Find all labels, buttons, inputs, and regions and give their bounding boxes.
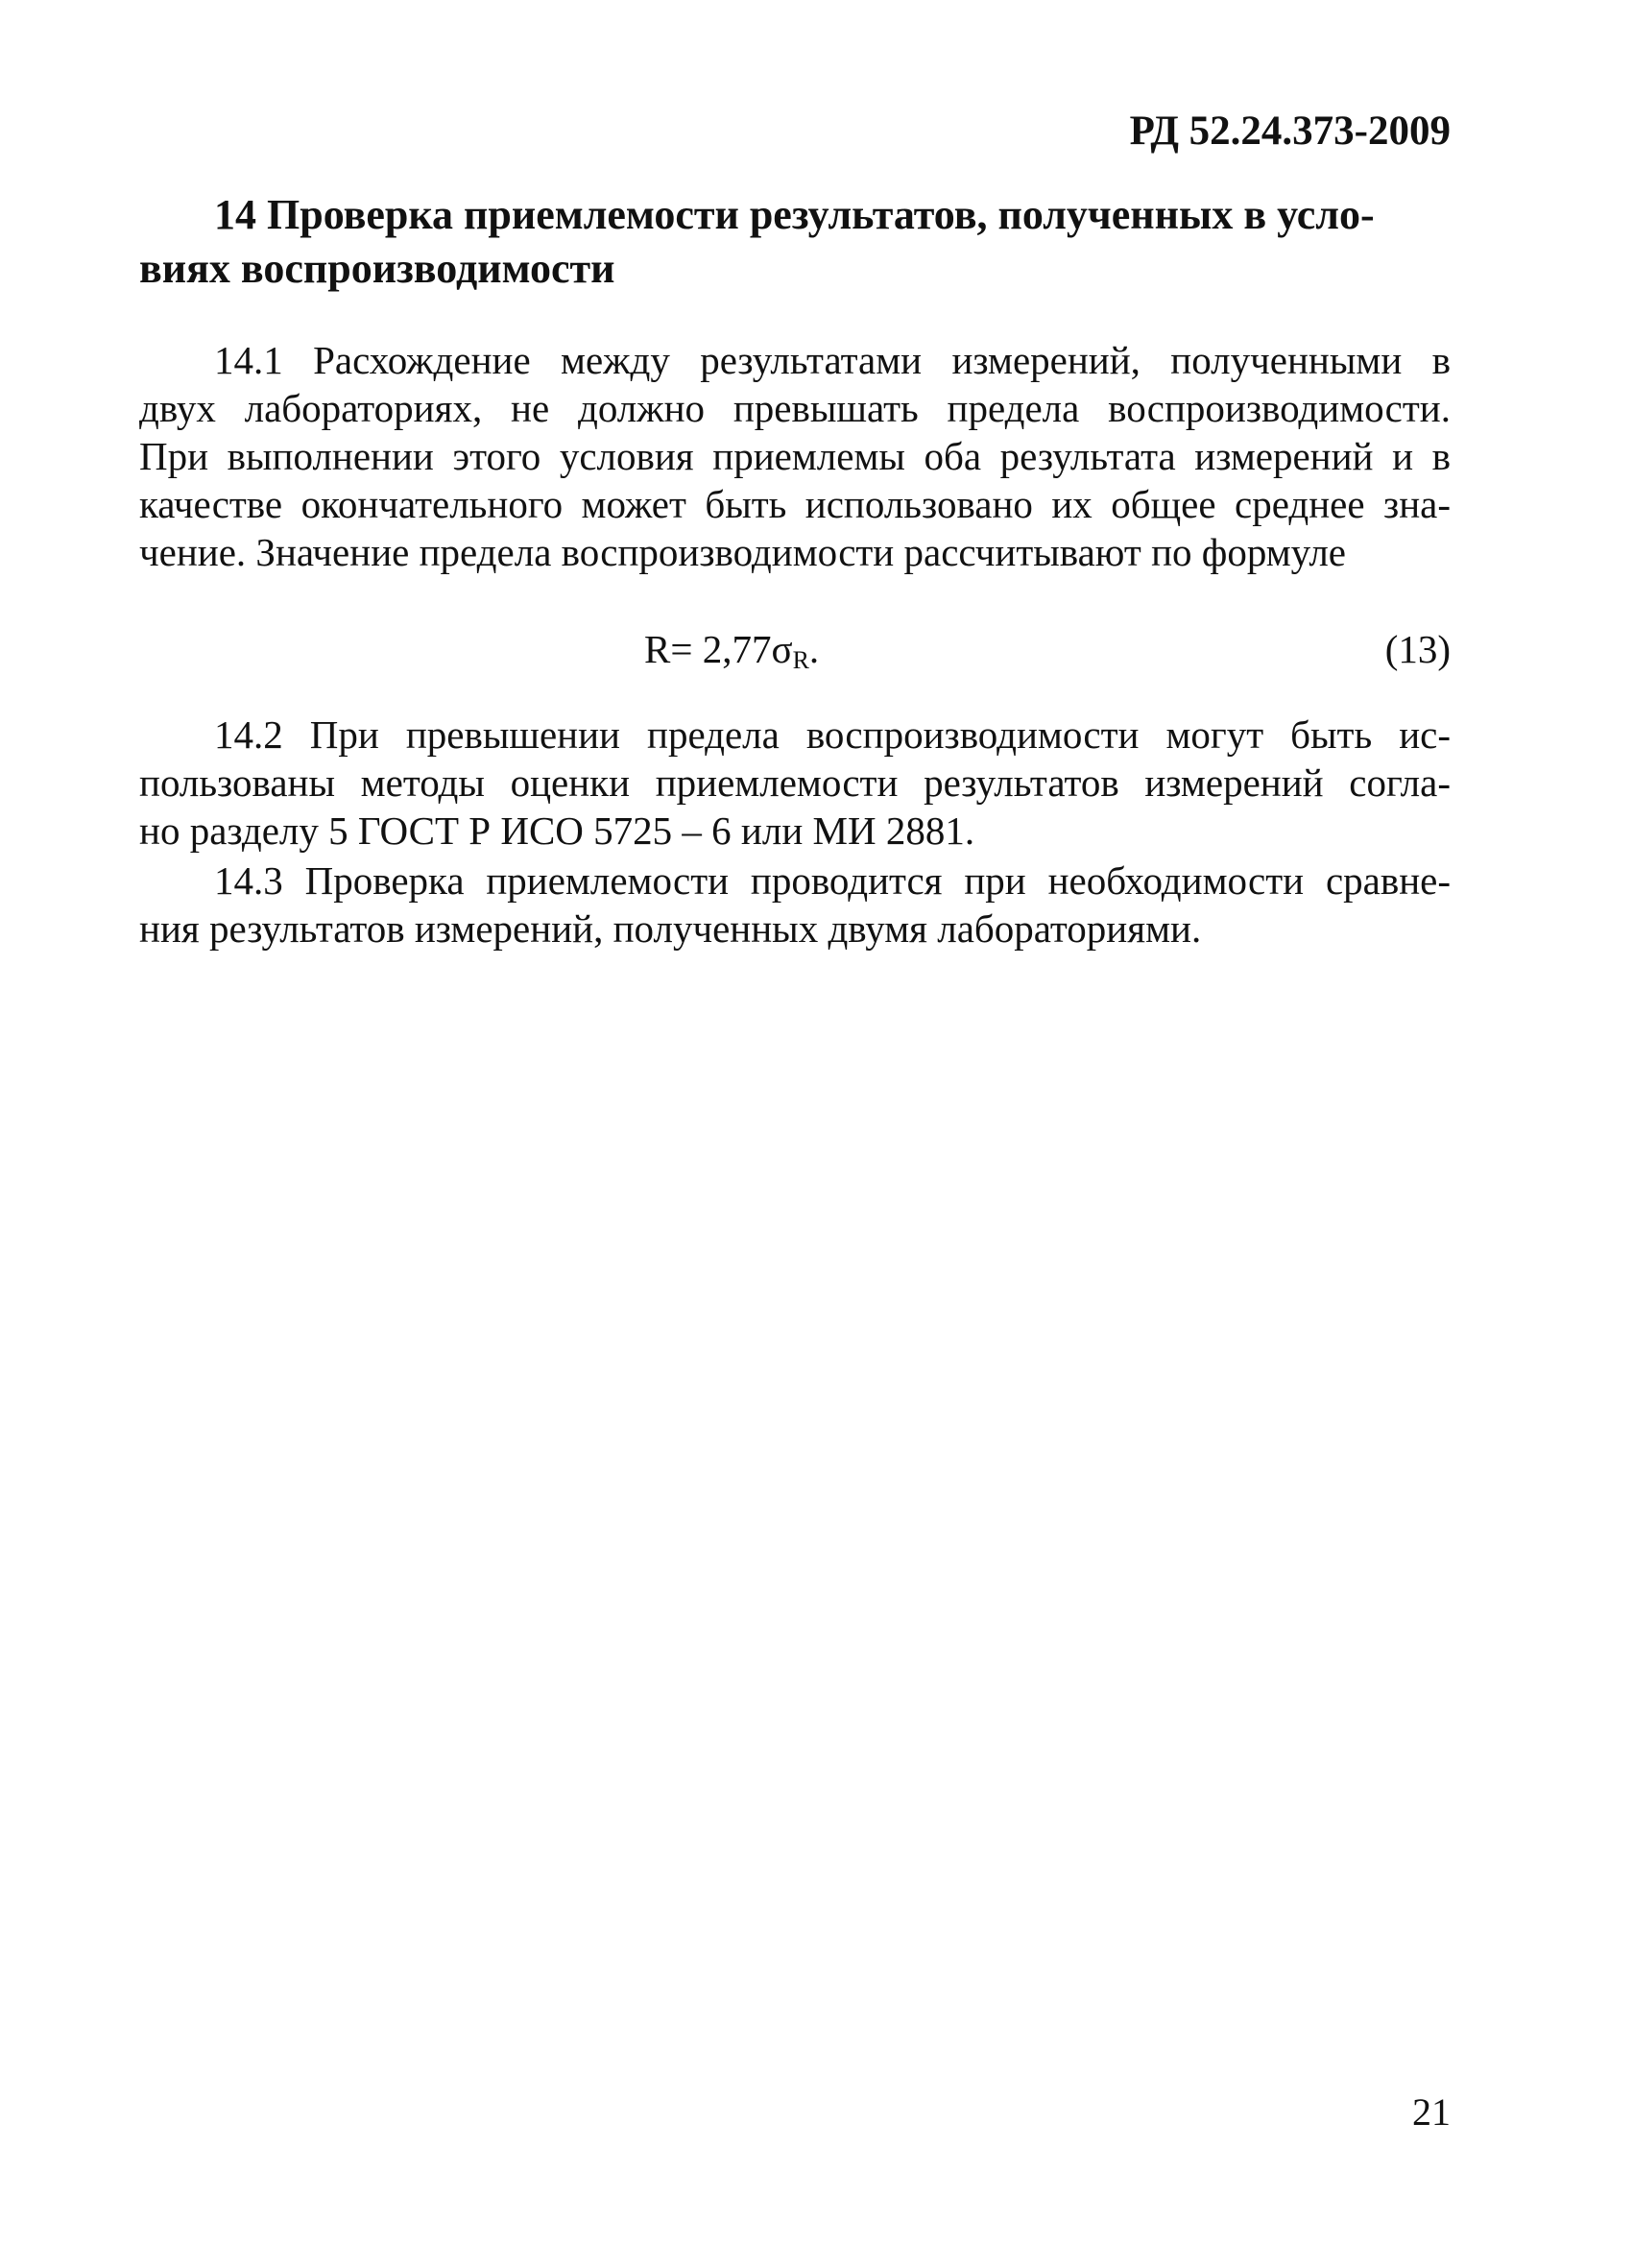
text-line: двух лабораториях, не должно превышать предела воспроизводимости. [139, 386, 1451, 430]
text-line: 14.3 Проверка приемлемости проводится при необходимости сравне- [214, 858, 1451, 903]
text-line: 14.2 При превышении предела воспроизводимости могут быть ис- [214, 712, 1451, 757]
page-number: 21 [1412, 2090, 1451, 2134]
document-code: РД 52.24.373-2009 [1129, 109, 1451, 154]
formula-subscript: R [792, 646, 809, 674]
paragraph-14-2 [139, 711, 1451, 855]
formula-tail: . [808, 627, 820, 671]
formula-main: R= 2,77σ [644, 627, 793, 671]
text-line: но разделу 5 ГОСТ Р ИСО 5725 – 6 или МИ 2881. [139, 808, 975, 853]
formula-number: (13) [1384, 627, 1451, 671]
text-line: ния результатов измерений, полученных двумя лабораториями. [139, 906, 1202, 951]
formula-row [139, 624, 1451, 674]
paragraph-14-3 [139, 857, 1451, 953]
paragraph-14-1 [139, 336, 1451, 576]
text-line: При выполнении этого условия приемлемы оба результата измерений и в [139, 434, 1451, 478]
section-title [139, 188, 1451, 296]
text-line: чение. Значение предела воспроизводимости рассчитывают по формуле [139, 530, 1347, 574]
text-line: 14.1 Расхождение между результатами измерений, полученными в [214, 338, 1451, 382]
text-line: пользованы методы оценки приемлемости результатов измерений согла- [139, 760, 1451, 805]
section-title-line: виях воспроизводимости [139, 245, 615, 292]
formula [644, 624, 819, 686]
text-line: качестве окончательного может быть использовано их общее среднее зна- [139, 482, 1451, 526]
section-title-line: 14 Проверка приемлемости результатов, полученных в усло- [214, 191, 1375, 238]
